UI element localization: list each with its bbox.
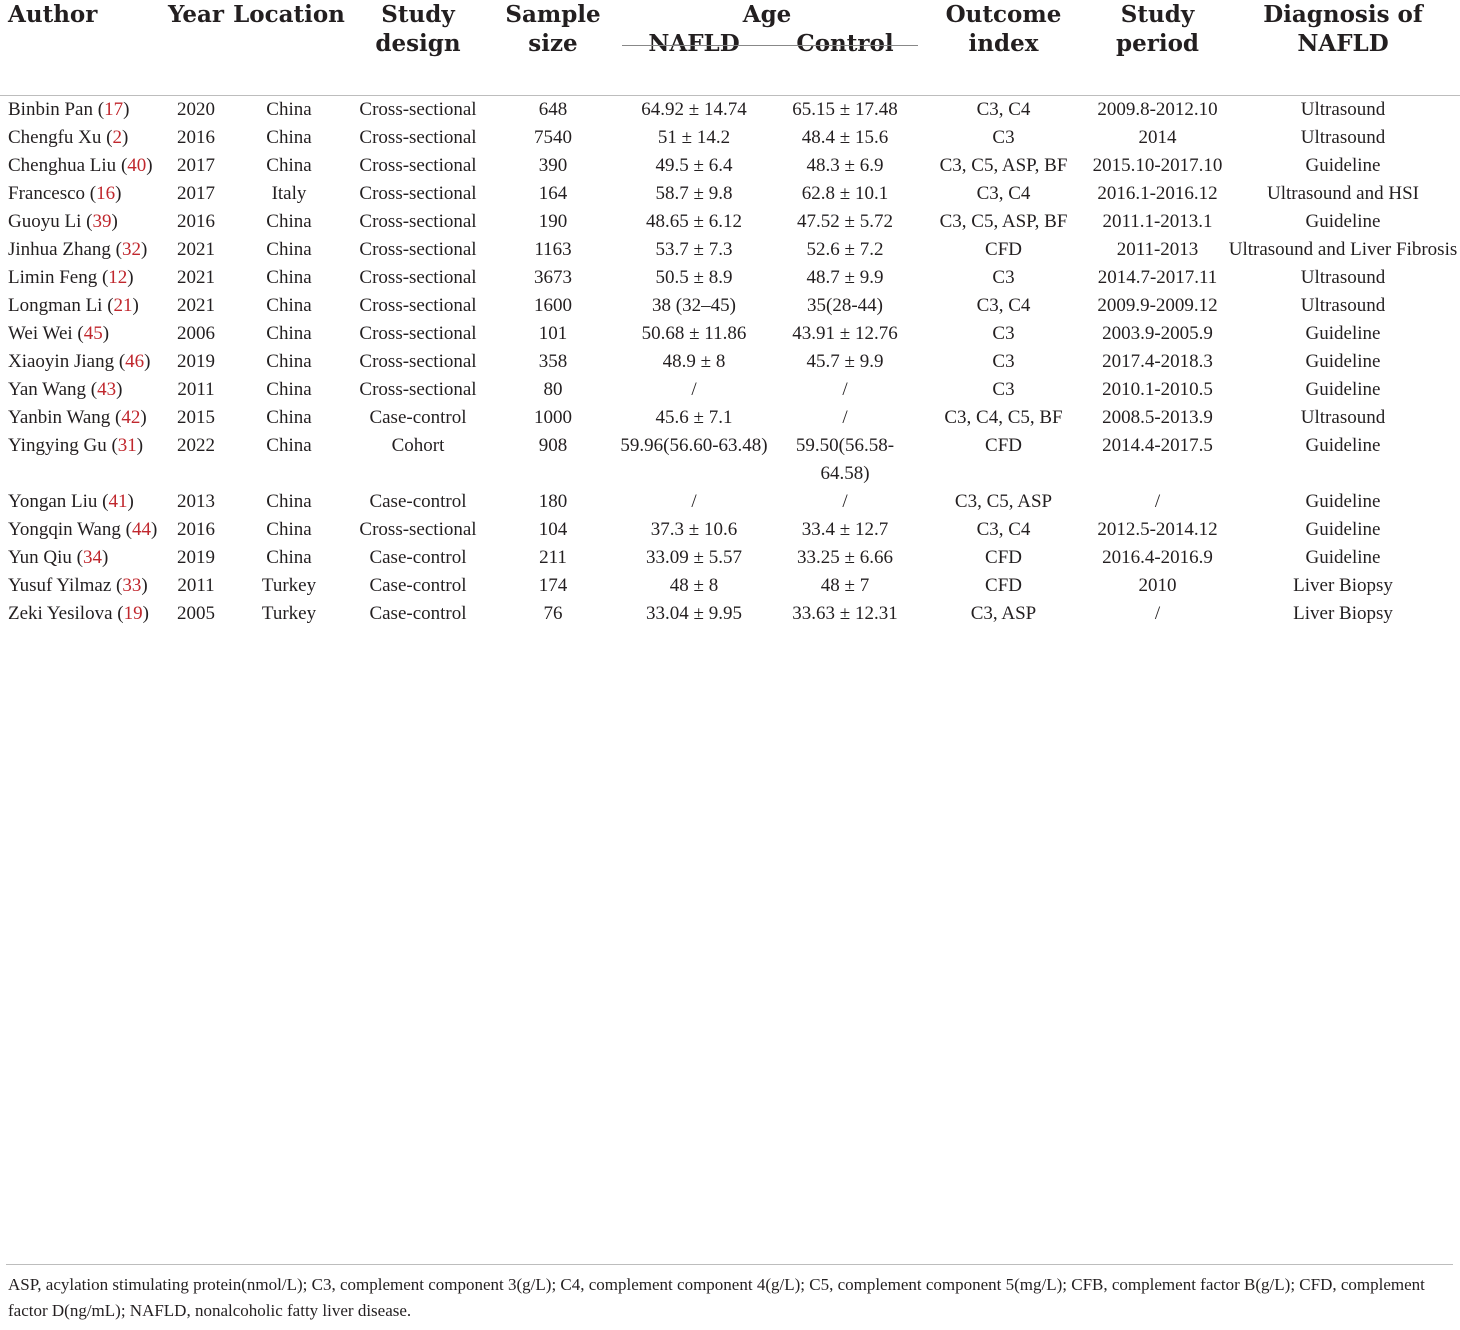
cell-nafld: / bbox=[691, 491, 697, 512]
cell-diagnosis: Liver Biopsy bbox=[1293, 575, 1393, 596]
cell-sample: 76 bbox=[543, 603, 563, 624]
cell-year: 2019 bbox=[177, 547, 215, 568]
cell-nafld: 37.3 ± 10.6 bbox=[650, 519, 738, 540]
cell-control: / bbox=[842, 491, 848, 512]
cell-year: 2006 bbox=[177, 323, 215, 344]
col-header-age bbox=[616, 0, 918, 29]
cell-outcome: C3 bbox=[992, 323, 1015, 344]
cell-author: Chengfu Xu (2) bbox=[8, 127, 129, 148]
cell-period: 2015.10-2017.10 bbox=[1092, 155, 1223, 176]
col-header-age-label: Age bbox=[742, 1, 792, 28]
cell-outcome: CFD bbox=[985, 547, 1022, 568]
table-row bbox=[0, 572, 1460, 600]
author-name: Yan Wang bbox=[8, 379, 87, 400]
reference-link[interactable]: 34 bbox=[82, 547, 102, 568]
cell-nafld: 38 (32–45) bbox=[652, 295, 736, 316]
cell-author: Yanbin Wang (42) bbox=[8, 407, 147, 428]
table-row bbox=[0, 488, 1460, 516]
cell-control: 33.25 ± 6.66 bbox=[797, 547, 893, 568]
author-name: Guoyu Li bbox=[8, 211, 82, 232]
cell-design: Case-control bbox=[369, 575, 467, 596]
cell-nafld: 48.9 ± 8 bbox=[662, 351, 726, 372]
cell-period: 2014 bbox=[1138, 127, 1177, 148]
cell-outcome: C3 bbox=[992, 127, 1015, 148]
cell-author: Binbin Pan (17) bbox=[8, 99, 130, 120]
table-row bbox=[0, 516, 1460, 544]
cell-location: China bbox=[266, 323, 312, 344]
col-header-outcome-index: Outcome index bbox=[945, 1, 1062, 57]
cell-sample: 80 bbox=[543, 379, 563, 400]
cell-control: 43.91 ± 12.76 bbox=[792, 323, 898, 344]
cell-diagnosis: Ultrasound bbox=[1300, 99, 1386, 120]
reference-link[interactable]: 31 bbox=[117, 435, 137, 456]
cell-sample: 390 bbox=[538, 155, 568, 176]
cell-diagnosis: Liver Biopsy bbox=[1293, 603, 1393, 624]
cell-location: Turkey bbox=[261, 603, 317, 624]
reference-link[interactable]: 32 bbox=[121, 239, 141, 260]
cell-year: 2016 bbox=[177, 211, 215, 232]
cell-design: Cross-sectional bbox=[359, 267, 477, 288]
cell-nafld: 49.5 ± 6.4 bbox=[655, 155, 733, 176]
cell-design: Cross-sectional bbox=[359, 351, 477, 372]
table-row bbox=[0, 124, 1460, 152]
cell-year: 2021 bbox=[177, 267, 215, 288]
cell-sample: 3673 bbox=[534, 267, 572, 288]
cell-year: 2011 bbox=[177, 575, 215, 596]
cell-design: Case-control bbox=[369, 547, 467, 568]
reference-link[interactable]: 33 bbox=[122, 575, 142, 596]
cell-diagnosis: Guideline bbox=[1305, 547, 1381, 568]
table-row bbox=[0, 376, 1460, 404]
cell-outcome: C3, C4 bbox=[976, 183, 1031, 204]
cell-author: Longman Li (21) bbox=[8, 295, 139, 316]
cell-outcome: C3, C4 bbox=[976, 295, 1031, 316]
cell-sample: 164 bbox=[538, 183, 568, 204]
cell-diagnosis: Guideline bbox=[1305, 323, 1381, 344]
cell-diagnosis: Ultrasound and Liver Fibrosis bbox=[1228, 239, 1458, 260]
cell-design: Cross-sectional bbox=[359, 183, 477, 204]
reference-link[interactable]: 2 bbox=[112, 127, 122, 148]
table-row bbox=[0, 180, 1460, 208]
cell-control: 65.15 ± 17.48 bbox=[792, 99, 898, 120]
table-row bbox=[0, 236, 1460, 264]
cell-location: China bbox=[266, 491, 312, 512]
cell-period: 2014.7-2017.11 bbox=[1097, 267, 1218, 288]
cell-sample: 358 bbox=[538, 351, 568, 372]
cell-period: 2010 bbox=[1138, 575, 1177, 596]
cell-period: 2012.5-2014.12 bbox=[1097, 519, 1218, 540]
author-name: Limin Feng bbox=[8, 267, 98, 288]
cell-location: China bbox=[266, 435, 312, 456]
cell-author: Yongqin Wang (44) bbox=[8, 519, 158, 540]
reference-link[interactable]: 45 bbox=[83, 323, 103, 344]
cell-diagnosis: Ultrasound bbox=[1300, 295, 1386, 316]
cell-period: 2003.9-2005.9 bbox=[1102, 323, 1213, 344]
cell-nafld: 48.65 ± 6.12 bbox=[646, 211, 742, 232]
table-row bbox=[0, 404, 1460, 432]
cell-diagnosis: Ultrasound bbox=[1300, 407, 1386, 428]
cell-design: Cross-sectional bbox=[359, 127, 477, 148]
cell-diagnosis: Guideline bbox=[1305, 155, 1381, 176]
cell-diagnosis: Guideline bbox=[1305, 211, 1381, 232]
cell-sample: 1600 bbox=[534, 295, 572, 316]
author-name: Francesco bbox=[8, 183, 86, 204]
cell-nafld: 51 ± 14.2 bbox=[657, 127, 731, 148]
cell-period: 2016.1-2016.12 bbox=[1097, 183, 1218, 204]
cell-nafld: 45.6 ± 7.1 bbox=[655, 407, 733, 428]
table-row bbox=[0, 348, 1460, 376]
cell-outcome: C3 bbox=[992, 379, 1015, 400]
cell-location: China bbox=[266, 267, 312, 288]
col-header-location: Location bbox=[233, 1, 345, 28]
cell-outcome: C3 bbox=[992, 351, 1015, 372]
cell-control: 48.4 ± 15.6 bbox=[801, 127, 889, 148]
cell-sample: 1163 bbox=[534, 239, 572, 260]
cell-diagnosis: Ultrasound and HSI bbox=[1267, 183, 1419, 204]
col-header-author: Author bbox=[8, 1, 98, 28]
table-row bbox=[0, 320, 1460, 348]
cell-design: Cross-sectional bbox=[359, 323, 477, 344]
cell-outcome: C3, C4, C5, BF bbox=[944, 407, 1063, 428]
cell-design: Cross-sectional bbox=[359, 379, 477, 400]
cell-design: Cross-sectional bbox=[359, 295, 477, 316]
cell-period: 2016.4-2016.9 bbox=[1102, 547, 1213, 568]
cell-period: 2011.1-2013.1 bbox=[1102, 211, 1213, 232]
reference-link[interactable]: 41 bbox=[108, 491, 128, 512]
reference-link[interactable]: 21 bbox=[113, 295, 133, 316]
cell-nafld: 33.04 ± 9.95 bbox=[646, 603, 742, 624]
cell-year: 2021 bbox=[177, 295, 215, 316]
cell-location: China bbox=[266, 547, 312, 568]
cell-period: / bbox=[1154, 603, 1161, 624]
cell-control: 48.7 ± 9.9 bbox=[806, 267, 884, 288]
cell-author: Xiaoyin Jiang (46) bbox=[8, 351, 151, 372]
cell-location: Italy bbox=[271, 183, 307, 204]
cell-design: Case-control bbox=[369, 491, 467, 512]
cell-outcome: CFD bbox=[985, 575, 1022, 596]
cell-design: Case-control bbox=[369, 407, 467, 428]
author-name: Chenghua Liu bbox=[8, 155, 117, 176]
reference-link[interactable]: 43 bbox=[97, 379, 117, 400]
table-row bbox=[0, 264, 1460, 292]
cell-control: / bbox=[842, 407, 848, 428]
reference-link[interactable]: 39 bbox=[92, 211, 112, 232]
table-row bbox=[0, 152, 1460, 180]
cell-outcome: C3, C5, ASP, BF bbox=[939, 211, 1068, 232]
cell-sample: 1000 bbox=[534, 407, 572, 428]
col-header-age-control: Control bbox=[796, 30, 894, 57]
cell-design: Case-control bbox=[369, 603, 467, 624]
cell-location: China bbox=[266, 351, 312, 372]
cell-author: Wei Wei (45) bbox=[8, 323, 110, 344]
table-row bbox=[0, 600, 1460, 628]
table-body bbox=[0, 96, 1460, 628]
cell-diagnosis: Guideline bbox=[1305, 435, 1381, 456]
author-name: Yusuf Yilmaz bbox=[8, 575, 112, 596]
cell-sample: 211 bbox=[539, 547, 567, 568]
reference-link[interactable]: 44 bbox=[131, 519, 151, 540]
cell-control: 59.50(56.58-64.58) bbox=[795, 435, 895, 484]
cell-control: 47.52 ± 5.72 bbox=[797, 211, 893, 232]
reference-link[interactable]: 42 bbox=[121, 407, 141, 428]
cell-period: 2010.1-2010.5 bbox=[1102, 379, 1213, 400]
cell-control: 52.6 ± 7.2 bbox=[806, 239, 884, 260]
table-row bbox=[0, 96, 1460, 124]
author-name: Longman Li bbox=[8, 295, 103, 316]
cell-design: Cross-sectional bbox=[359, 99, 477, 120]
author-name: Binbin Pan bbox=[8, 99, 93, 120]
cell-sample: 7540 bbox=[534, 127, 572, 148]
cell-year: 2016 bbox=[177, 127, 215, 148]
cell-location: China bbox=[266, 407, 312, 428]
cell-outcome: C3, C5, ASP, BF bbox=[939, 155, 1068, 176]
cell-author: Yingying Gu (31) bbox=[8, 435, 144, 456]
cell-period: 2014.4-2017.5 bbox=[1102, 435, 1213, 456]
cell-sample: 648 bbox=[538, 99, 568, 120]
cell-design: Cross-sectional bbox=[359, 239, 477, 260]
col-header-study-design: Study design bbox=[375, 1, 461, 57]
cell-author: Yusuf Yilmaz (33) bbox=[8, 575, 148, 596]
cell-control: 48 ± 7 bbox=[820, 575, 870, 596]
reference-link[interactable]: 17 bbox=[104, 99, 124, 120]
cell-sample: 180 bbox=[538, 491, 568, 512]
cell-diagnosis: Ultrasound bbox=[1300, 267, 1386, 288]
cell-year: 2022 bbox=[177, 435, 215, 456]
cell-control: 62.8 ± 10.1 bbox=[801, 183, 889, 204]
cell-author: Guoyu Li (39) bbox=[8, 211, 118, 232]
reference-link[interactable]: 12 bbox=[108, 267, 128, 288]
cell-nafld: / bbox=[691, 379, 697, 400]
cell-year: 2019 bbox=[177, 351, 215, 372]
cell-period: 2009.8-2012.10 bbox=[1097, 99, 1218, 120]
cell-diagnosis: Guideline bbox=[1305, 379, 1381, 400]
cell-nafld: 50.68 ± 11.86 bbox=[641, 323, 747, 344]
cell-period: 2011-2013 bbox=[1116, 239, 1199, 260]
study-characteristics-table bbox=[0, 0, 1460, 628]
cell-period: 2008.5-2013.9 bbox=[1102, 407, 1213, 428]
cell-nafld: 50.5 ± 8.9 bbox=[655, 267, 733, 288]
cell-location: China bbox=[266, 379, 312, 400]
author-name: Yingying Gu bbox=[8, 435, 107, 456]
author-name: Xiaoyin Jiang bbox=[8, 351, 115, 372]
cell-year: 2021 bbox=[177, 239, 215, 260]
author-name: Jinhua Zhang bbox=[8, 239, 111, 260]
cell-sample: 908 bbox=[538, 435, 568, 456]
cell-control: 48.3 ± 6.9 bbox=[806, 155, 884, 176]
cell-design: Cohort bbox=[391, 435, 445, 456]
cell-location: China bbox=[266, 211, 312, 232]
cell-control: 35(28-44) bbox=[807, 295, 883, 316]
reference-link[interactable]: 16 bbox=[96, 183, 116, 204]
author-name: Yun Qiu bbox=[8, 547, 72, 568]
cell-outcome: CFD bbox=[985, 435, 1022, 456]
cell-design: Cross-sectional bbox=[359, 211, 477, 232]
author-name: Zeki Yesilova bbox=[8, 603, 113, 624]
cell-diagnosis: Guideline bbox=[1305, 491, 1381, 512]
cell-nafld: 33.09 ± 5.57 bbox=[646, 547, 742, 568]
cell-sample: 174 bbox=[538, 575, 568, 596]
cell-year: 2005 bbox=[177, 603, 215, 624]
cell-outcome: CFD bbox=[985, 239, 1022, 260]
age-group-rule bbox=[622, 45, 918, 46]
cell-sample: 190 bbox=[538, 211, 568, 232]
cell-location: China bbox=[266, 127, 312, 148]
footnote-rule bbox=[6, 1264, 1453, 1265]
cell-year: 2015 bbox=[177, 407, 215, 428]
cell-control: / bbox=[842, 379, 848, 400]
cell-author: Chenghua Liu (40) bbox=[8, 155, 153, 176]
reference-link[interactable]: 46 bbox=[125, 351, 145, 372]
cell-outcome: C3, C4 bbox=[976, 519, 1031, 540]
cell-author: Yongan Liu (41) bbox=[8, 491, 134, 512]
cell-outcome: C3, C4 bbox=[976, 99, 1031, 120]
author-name: Wei Wei bbox=[8, 323, 73, 344]
cell-location: China bbox=[266, 239, 312, 260]
cell-author: Limin Feng (12) bbox=[8, 267, 134, 288]
cell-year: 2020 bbox=[177, 99, 215, 120]
cell-period: / bbox=[1154, 491, 1161, 512]
author-name: Yongqin Wang bbox=[8, 519, 121, 540]
table-footnote: ASP, acylation stimulating protein(nmol/L); C3, complement component 3(g/L); C4, complement component 4(g/L); C5, complement component 5(mg/L); CFB, complement factor B(g/L); CFD, complement factor D(ng/mL); NAFLD, nonalcoholic fatty liver disease. bbox=[8, 1275, 1425, 1320]
author-name: Yongan Liu bbox=[8, 491, 98, 512]
cell-location: Turkey bbox=[261, 575, 317, 596]
cell-control: 45.7 ± 9.9 bbox=[806, 351, 884, 372]
cell-year: 2011 bbox=[177, 379, 215, 400]
col-header-study-period: Study period bbox=[1116, 1, 1199, 57]
cell-outcome: C3, ASP bbox=[970, 603, 1037, 624]
cell-location: China bbox=[266, 99, 312, 120]
cell-period: 2009.9-2009.12 bbox=[1097, 295, 1218, 316]
cell-diagnosis: Guideline bbox=[1305, 519, 1381, 540]
table-row bbox=[0, 432, 1460, 488]
table-row bbox=[0, 544, 1460, 572]
col-header-sample-size: Sample size bbox=[505, 1, 601, 57]
col-header-diagnosis: Diagnosis of NAFLD bbox=[1263, 1, 1423, 57]
cell-diagnosis: Ultrasound bbox=[1300, 127, 1386, 148]
col-header-year: Year bbox=[167, 1, 225, 28]
cell-year: 2013 bbox=[177, 491, 215, 512]
cell-year: 2017 bbox=[177, 183, 215, 204]
cell-control: 33.63 ± 12.31 bbox=[792, 603, 898, 624]
cell-location: China bbox=[266, 155, 312, 176]
cell-outcome: C3 bbox=[992, 267, 1015, 288]
cell-nafld: 59.96(56.60-63.48) bbox=[620, 435, 768, 456]
reference-link[interactable]: 40 bbox=[127, 155, 147, 176]
cell-nafld: 53.7 ± 7.3 bbox=[655, 239, 733, 260]
table-row bbox=[0, 292, 1460, 320]
cell-sample: 104 bbox=[538, 519, 568, 540]
cell-sample: 101 bbox=[538, 323, 568, 344]
cell-period: 2017.4-2018.3 bbox=[1102, 351, 1213, 372]
reference-link[interactable]: 19 bbox=[123, 603, 143, 624]
cell-year: 2016 bbox=[177, 519, 215, 540]
cell-author: Zeki Yesilova (19) bbox=[8, 603, 149, 624]
cell-design: Cross-sectional bbox=[359, 155, 477, 176]
cell-year: 2017 bbox=[177, 155, 215, 176]
cell-nafld: 48 ± 8 bbox=[669, 575, 719, 596]
cell-design: Cross-sectional bbox=[359, 519, 477, 540]
cell-author: Yun Qiu (34) bbox=[8, 547, 109, 568]
cell-author: Yan Wang (43) bbox=[8, 379, 123, 400]
cell-location: China bbox=[266, 295, 312, 316]
cell-nafld: 64.92 ± 14.74 bbox=[641, 99, 747, 120]
cell-nafld: 58.7 ± 9.8 bbox=[655, 183, 733, 204]
cell-diagnosis: Guideline bbox=[1305, 351, 1381, 372]
table-row bbox=[0, 208, 1460, 236]
col-header-age-nafld: NAFLD bbox=[648, 30, 740, 57]
author-name: Yanbin Wang bbox=[8, 407, 111, 428]
cell-author: Jinhua Zhang (32) bbox=[8, 239, 148, 260]
cell-control: 33.4 ± 12.7 bbox=[801, 519, 889, 540]
cell-author: Francesco (16) bbox=[8, 183, 122, 204]
cell-outcome: C3, C5, ASP bbox=[954, 491, 1053, 512]
author-name: Chengfu Xu bbox=[8, 127, 102, 148]
cell-location: China bbox=[266, 519, 312, 540]
